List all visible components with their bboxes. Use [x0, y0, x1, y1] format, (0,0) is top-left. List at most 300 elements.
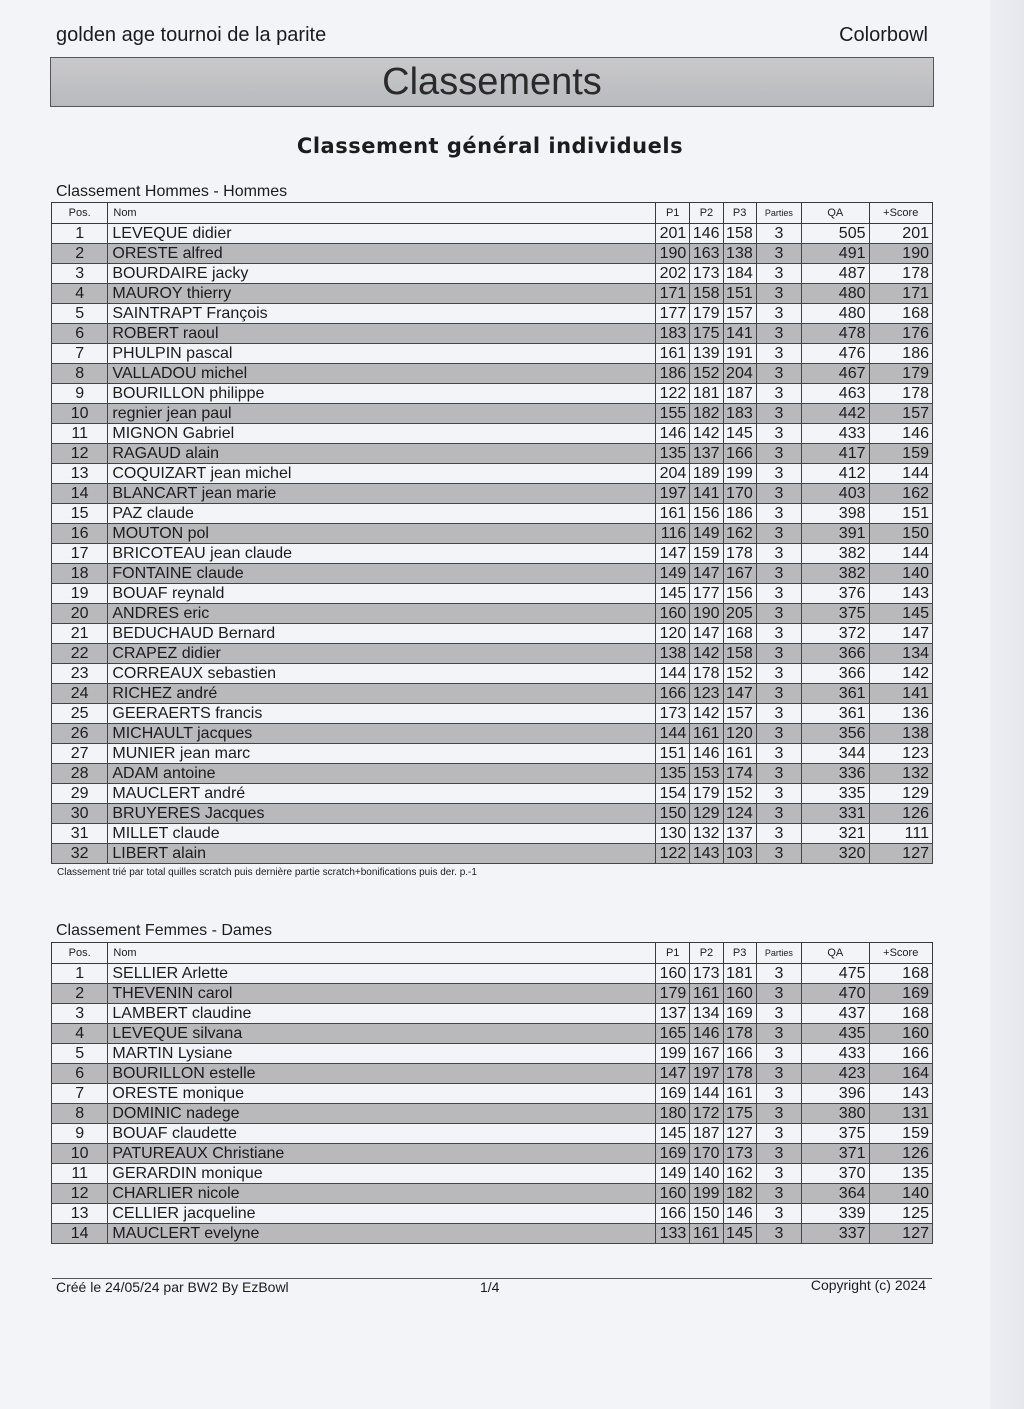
qa-cell: 467 — [802, 364, 869, 384]
games-cell: 3 — [756, 1064, 801, 1084]
p3-cell: 160 — [723, 984, 756, 1004]
games-cell: 3 — [756, 784, 801, 804]
p1-cell: 201 — [656, 224, 690, 244]
rank-cell: 28 — [52, 764, 108, 784]
sort-note: Classement trié par total quilles scratch puis dernière partie scratch+bonifications puis der. p.-1 — [57, 867, 477, 878]
score-cell: 159 — [869, 1124, 933, 1144]
p2-cell: 139 — [690, 344, 723, 364]
games-cell: 3 — [756, 504, 801, 524]
p2-cell: 147 — [690, 624, 723, 644]
p1-cell: 169 — [656, 1144, 690, 1164]
name-cell: DOMINIC nadege — [108, 1104, 656, 1124]
score-cell: 129 — [869, 784, 933, 804]
p2-cell: 150 — [690, 1204, 723, 1224]
p2-cell: 161 — [690, 1224, 723, 1244]
qa-cell: 480 — [802, 304, 869, 324]
name-cell: PHULPIN pascal — [108, 344, 656, 364]
score-cell: 178 — [869, 384, 933, 404]
p1-cell: 171 — [656, 284, 690, 304]
games-cell: 3 — [756, 424, 801, 444]
name-cell: RAGAUD alain — [108, 444, 656, 464]
p3-cell: 168 — [723, 624, 756, 644]
p2-cell: 187 — [690, 1124, 723, 1144]
games-cell: 3 — [756, 844, 801, 864]
p1-cell: 177 — [656, 304, 690, 324]
p3-cell: 145 — [723, 1224, 756, 1244]
qa-cell: 366 — [802, 664, 869, 684]
p3-cell: 170 — [723, 484, 756, 504]
table-row — [52, 444, 933, 464]
qa-cell: 433 — [802, 1044, 869, 1064]
table-row — [52, 764, 933, 784]
page-subtitle: Classement général individuels — [296, 134, 684, 158]
name-cell: MOUTON pol — [108, 524, 656, 544]
p1-cell: 160 — [656, 964, 690, 984]
table-row — [52, 284, 933, 304]
p3-cell: 191 — [723, 344, 756, 364]
p2-cell: 142 — [690, 424, 723, 444]
score-cell: 127 — [869, 844, 933, 864]
name-cell: BRICOTEAU jean claude — [108, 544, 656, 564]
games-cell: 3 — [756, 364, 801, 384]
p1-cell: 161 — [656, 504, 690, 524]
score-cell: 164 — [869, 1064, 933, 1084]
qa-cell: 403 — [802, 484, 869, 504]
score-cell: 201 — [869, 224, 933, 244]
table-row — [52, 1124, 933, 1144]
table-row — [52, 604, 933, 624]
col-name: Nom — [108, 203, 656, 224]
games-cell: 3 — [756, 544, 801, 564]
score-cell: 186 — [869, 344, 933, 364]
p2-cell: 132 — [690, 824, 723, 844]
rank-cell: 30 — [52, 804, 108, 824]
qa-cell: 491 — [802, 244, 869, 264]
name-cell: SAINTRAPT François — [108, 304, 656, 324]
table-row — [52, 304, 933, 324]
col-p1: P1 — [656, 203, 690, 224]
table-row — [52, 344, 933, 364]
rank-cell: 10 — [52, 404, 108, 424]
p3-cell: 169 — [723, 1004, 756, 1024]
qa-cell: 371 — [802, 1144, 869, 1164]
page-title: Classements — [50, 57, 934, 107]
p3-cell: 181 — [723, 964, 756, 984]
p3-cell: 205 — [723, 604, 756, 624]
games-cell: 3 — [756, 564, 801, 584]
rank-cell: 12 — [52, 1184, 108, 1204]
p3-cell: 167 — [723, 564, 756, 584]
p3-cell: 127 — [723, 1124, 756, 1144]
games-cell: 3 — [756, 264, 801, 284]
score-cell: 150 — [869, 524, 933, 544]
rank-cell: 3 — [52, 1004, 108, 1024]
rank-cell: 32 — [52, 844, 108, 864]
rank-cell: 8 — [52, 364, 108, 384]
col-games: Parties — [756, 943, 801, 964]
qa-cell: 375 — [802, 604, 869, 624]
p1-cell: 145 — [656, 584, 690, 604]
score-cell: 142 — [869, 664, 933, 684]
p2-cell: 173 — [690, 264, 723, 284]
games-cell: 3 — [756, 1004, 801, 1024]
p2-cell: 159 — [690, 544, 723, 564]
name-cell: GERARDIN monique — [108, 1164, 656, 1184]
rank-cell: 14 — [52, 1224, 108, 1244]
qa-cell: 364 — [802, 1184, 869, 1204]
table-header-row — [52, 203, 933, 224]
games-cell: 3 — [756, 624, 801, 644]
p1-cell: 179 — [656, 984, 690, 1004]
rank-cell: 7 — [52, 344, 108, 364]
name-cell: BLANCART jean marie — [108, 484, 656, 504]
score-cell: 146 — [869, 424, 933, 444]
p2-cell: 123 — [690, 684, 723, 704]
col-p2: P2 — [690, 943, 723, 964]
score-cell: 136 — [869, 704, 933, 724]
col-p3: P3 — [723, 943, 756, 964]
p3-cell: 166 — [723, 444, 756, 464]
name-cell: BEDUCHAUD Bernard — [108, 624, 656, 644]
table-row — [52, 464, 933, 484]
rank-cell: 2 — [52, 984, 108, 1004]
rank-cell: 18 — [52, 564, 108, 584]
name-cell: LAMBERT claudine — [108, 1004, 656, 1024]
p3-cell: 151 — [723, 284, 756, 304]
score-cell: 166 — [869, 1044, 933, 1064]
rank-cell: 25 — [52, 704, 108, 724]
p1-cell: 180 — [656, 1104, 690, 1124]
score-cell: 126 — [869, 1144, 933, 1164]
table-row — [52, 824, 933, 844]
table-row — [52, 724, 933, 744]
rank-cell: 6 — [52, 1064, 108, 1084]
p3-cell: 156 — [723, 584, 756, 604]
qa-cell: 380 — [802, 1104, 869, 1124]
score-cell: 127 — [869, 1224, 933, 1244]
table-row — [52, 664, 933, 684]
name-cell: ADAM antoine — [108, 764, 656, 784]
table-row — [52, 544, 933, 564]
qa-cell: 356 — [802, 724, 869, 744]
rank-cell: 20 — [52, 604, 108, 624]
score-cell: 168 — [869, 964, 933, 984]
p1-cell: 138 — [656, 644, 690, 664]
qa-cell: 463 — [802, 384, 869, 404]
rank-cell: 27 — [52, 744, 108, 764]
p1-cell: 186 — [656, 364, 690, 384]
table-row — [52, 784, 933, 804]
games-cell: 3 — [756, 724, 801, 744]
rank-cell: 13 — [52, 464, 108, 484]
p1-cell: 147 — [656, 1064, 690, 1084]
table-row — [52, 524, 933, 544]
rank-cell: 4 — [52, 284, 108, 304]
p2-cell: 143 — [690, 844, 723, 864]
qa-cell: 433 — [802, 424, 869, 444]
p1-cell: 202 — [656, 264, 690, 284]
p3-cell: 175 — [723, 1104, 756, 1124]
col-score: +Score — [869, 203, 933, 224]
p1-cell: 160 — [656, 1184, 690, 1204]
games-cell: 3 — [756, 524, 801, 544]
p1-cell: 135 — [656, 444, 690, 464]
score-cell: 143 — [869, 584, 933, 604]
qa-cell: 336 — [802, 764, 869, 784]
table-row — [52, 504, 933, 524]
score-cell: 111 — [869, 824, 933, 844]
name-cell: MAUCLERT evelyne — [108, 1224, 656, 1244]
table-row — [52, 644, 933, 664]
p2-cell: 129 — [690, 804, 723, 824]
score-cell: 141 — [869, 684, 933, 704]
table-header-row — [52, 943, 933, 964]
p2-cell: 182 — [690, 404, 723, 424]
qa-cell: 391 — [802, 524, 869, 544]
rank-cell: 9 — [52, 384, 108, 404]
name-cell: PATUREAUX Christiane — [108, 1144, 656, 1164]
p1-cell: 122 — [656, 384, 690, 404]
name-cell: CELLIER jacqueline — [108, 1204, 656, 1224]
table-row — [52, 224, 933, 244]
rank-cell: 1 — [52, 964, 108, 984]
qa-cell: 361 — [802, 684, 869, 704]
table-row — [52, 1084, 933, 1104]
table-row — [52, 384, 933, 404]
col-pos: Pos. — [52, 203, 108, 224]
rank-cell: 16 — [52, 524, 108, 544]
games-cell: 3 — [756, 964, 801, 984]
p2-cell: 177 — [690, 584, 723, 604]
p3-cell: 146 — [723, 1204, 756, 1224]
col-qa: QA — [802, 203, 869, 224]
p3-cell: 124 — [723, 804, 756, 824]
score-cell: 168 — [869, 1004, 933, 1024]
name-cell: MARTIN Lysiane — [108, 1044, 656, 1064]
p2-cell: 170 — [690, 1144, 723, 1164]
table-row — [52, 964, 933, 984]
p2-cell: 175 — [690, 324, 723, 344]
qa-cell: 442 — [802, 404, 869, 424]
p3-cell: 162 — [723, 524, 756, 544]
p2-cell: 179 — [690, 304, 723, 324]
games-cell: 3 — [756, 384, 801, 404]
games-cell: 3 — [756, 644, 801, 664]
games-cell: 3 — [756, 1164, 801, 1184]
name-cell: COQUIZART jean michel — [108, 464, 656, 484]
p1-cell: 154 — [656, 784, 690, 804]
name-cell: THEVENIN carol — [108, 984, 656, 1004]
p3-cell: 158 — [723, 644, 756, 664]
table-row — [52, 1024, 933, 1044]
p3-cell: 184 — [723, 264, 756, 284]
p1-cell: 120 — [656, 624, 690, 644]
p1-cell: 197 — [656, 484, 690, 504]
games-cell: 3 — [756, 1044, 801, 1064]
center-name: Colorbowl — [839, 24, 928, 46]
score-cell: 151 — [869, 504, 933, 524]
games-cell: 3 — [756, 1084, 801, 1104]
games-cell: 3 — [756, 464, 801, 484]
games-cell: 3 — [756, 484, 801, 504]
qa-cell: 398 — [802, 504, 869, 524]
p3-cell: 204 — [723, 364, 756, 384]
games-cell: 3 — [756, 1104, 801, 1124]
p2-cell: 149 — [690, 524, 723, 544]
score-cell: 132 — [869, 764, 933, 784]
games-cell: 3 — [756, 744, 801, 764]
p2-cell: 142 — [690, 644, 723, 664]
table-row — [52, 584, 933, 604]
p3-cell: 152 — [723, 664, 756, 684]
qa-cell: 417 — [802, 444, 869, 464]
score-cell: 140 — [869, 564, 933, 584]
qa-cell: 478 — [802, 324, 869, 344]
games-cell: 3 — [756, 344, 801, 364]
qa-cell: 435 — [802, 1024, 869, 1044]
games-cell: 3 — [756, 664, 801, 684]
table-row — [52, 1064, 933, 1084]
rank-cell: 7 — [52, 1084, 108, 1104]
score-cell: 125 — [869, 1204, 933, 1224]
p1-cell: 169 — [656, 1084, 690, 1104]
p3-cell: 141 — [723, 324, 756, 344]
col-p1: P1 — [656, 943, 690, 964]
rank-cell: 15 — [52, 504, 108, 524]
p1-cell: 204 — [656, 464, 690, 484]
p1-cell: 155 — [656, 404, 690, 424]
p2-cell: 172 — [690, 1104, 723, 1124]
qa-cell: 337 — [802, 1224, 869, 1244]
table-row — [52, 424, 933, 444]
p2-cell: 161 — [690, 984, 723, 1004]
col-score: +Score — [869, 943, 933, 964]
name-cell: GEERAERTS francis — [108, 704, 656, 724]
col-name: Nom — [108, 943, 656, 964]
name-cell: BOURDAIRE jacky — [108, 264, 656, 284]
p1-cell: 149 — [656, 564, 690, 584]
name-cell: ORESTE monique — [108, 1084, 656, 1104]
name-cell: CORREAUX sebastien — [108, 664, 656, 684]
score-cell: 144 — [869, 464, 933, 484]
p1-cell: 199 — [656, 1044, 690, 1064]
rank-cell: 10 — [52, 1144, 108, 1164]
qa-cell: 382 — [802, 564, 869, 584]
p1-cell: 146 — [656, 424, 690, 444]
games-cell: 3 — [756, 804, 801, 824]
score-cell: 179 — [869, 364, 933, 384]
p1-cell: 130 — [656, 824, 690, 844]
name-cell: MIGNON Gabriel — [108, 424, 656, 444]
p3-cell: 174 — [723, 764, 756, 784]
games-cell: 3 — [756, 1224, 801, 1244]
qa-cell: 470 — [802, 984, 869, 1004]
p1-cell: 149 — [656, 1164, 690, 1184]
table-row — [52, 404, 933, 424]
name-cell: MILLET claude — [108, 824, 656, 844]
p1-cell: 166 — [656, 1204, 690, 1224]
games-cell: 3 — [756, 1184, 801, 1204]
rank-cell: 4 — [52, 1024, 108, 1044]
table-row — [52, 624, 933, 644]
p2-cell: 142 — [690, 704, 723, 724]
p2-cell: 137 — [690, 444, 723, 464]
score-cell: 176 — [869, 324, 933, 344]
table-row — [52, 1044, 933, 1064]
qa-cell: 475 — [802, 964, 869, 984]
p1-cell: 190 — [656, 244, 690, 264]
score-cell: 159 — [869, 444, 933, 464]
col-pos: Pos. — [52, 943, 108, 964]
rank-cell: 19 — [52, 584, 108, 604]
p1-cell: 151 — [656, 744, 690, 764]
p3-cell: 103 — [723, 844, 756, 864]
p2-cell: 190 — [690, 604, 723, 624]
p2-cell: 189 — [690, 464, 723, 484]
footer-copyright: Copyright (c) 2024 — [810, 1277, 926, 1293]
table-row — [52, 1204, 933, 1224]
games-cell: 3 — [756, 444, 801, 464]
score-cell: 138 — [869, 724, 933, 744]
rank-cell: 31 — [52, 824, 108, 844]
p1-cell: 161 — [656, 344, 690, 364]
rank-cell: 12 — [52, 444, 108, 464]
p2-cell: 141 — [690, 484, 723, 504]
p3-cell: 186 — [723, 504, 756, 524]
p3-cell: 173 — [723, 1144, 756, 1164]
qa-cell: 382 — [802, 544, 869, 564]
p2-cell: 140 — [690, 1164, 723, 1184]
games-cell: 3 — [756, 824, 801, 844]
name-cell: SELLIER Arlette — [108, 964, 656, 984]
name-cell: VALLADOU michel — [108, 364, 656, 384]
table-row — [52, 1144, 933, 1164]
name-cell: RICHEZ andré — [108, 684, 656, 704]
rank-cell: 22 — [52, 644, 108, 664]
games-cell: 3 — [756, 704, 801, 724]
p1-cell: 122 — [656, 844, 690, 864]
qa-cell: 372 — [802, 624, 869, 644]
p1-cell: 147 — [656, 544, 690, 564]
women-ranking-table — [51, 942, 933, 1244]
footer-page-number: 1/4 — [480, 1279, 500, 1295]
p2-cell: 167 — [690, 1044, 723, 1064]
p2-cell: 199 — [690, 1184, 723, 1204]
score-cell: 190 — [869, 244, 933, 264]
p2-cell: 197 — [690, 1064, 723, 1084]
p3-cell: 147 — [723, 684, 756, 704]
name-cell: regnier jean paul — [108, 404, 656, 424]
table-row — [52, 1104, 933, 1124]
rank-cell: 14 — [52, 484, 108, 504]
rank-cell: 23 — [52, 664, 108, 684]
score-cell: 143 — [869, 1084, 933, 1104]
qa-cell: 487 — [802, 264, 869, 284]
col-qa: QA — [802, 943, 869, 964]
p3-cell: 178 — [723, 1064, 756, 1084]
p2-cell: 134 — [690, 1004, 723, 1024]
table-row — [52, 844, 933, 864]
p2-cell: 178 — [690, 664, 723, 684]
score-cell: 145 — [869, 604, 933, 624]
score-cell: 147 — [869, 624, 933, 644]
score-cell: 126 — [869, 804, 933, 824]
games-cell: 3 — [756, 244, 801, 264]
p3-cell: 161 — [723, 744, 756, 764]
table-row — [52, 264, 933, 284]
p2-cell: 146 — [690, 224, 723, 244]
p2-cell: 181 — [690, 384, 723, 404]
